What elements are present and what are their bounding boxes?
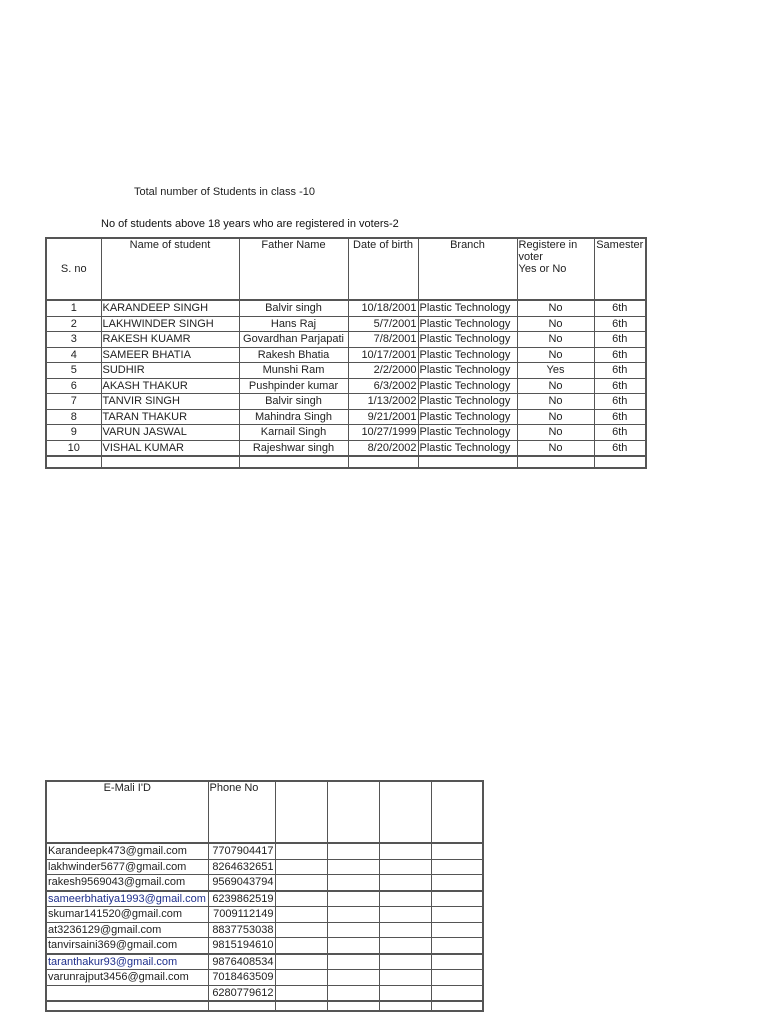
empty-cell — [379, 859, 431, 875]
cell-sno: 10 — [46, 440, 101, 456]
cell-semester: 6th — [594, 440, 646, 456]
cell-sno: 4 — [46, 347, 101, 363]
cell-branch: Plastic Technology — [418, 425, 517, 441]
cell-father-name: Balvir singh — [239, 300, 348, 316]
contacts-table — [45, 780, 484, 1012]
header-empty — [379, 781, 431, 843]
empty-cell — [431, 859, 483, 875]
table-row — [46, 378, 646, 394]
cell-dob: 1/13/2002 — [348, 394, 418, 410]
phone-cell: 6280779612 — [208, 985, 275, 1001]
blank-cell — [379, 1001, 431, 1011]
empty-cell — [431, 938, 483, 954]
phone-cell: 6239862519 — [208, 891, 275, 907]
blank-cell — [46, 456, 101, 468]
empty-cell — [327, 859, 379, 875]
header-sno: S. no — [46, 238, 101, 300]
cell-voter: No — [517, 332, 594, 348]
header-phone: Phone No — [208, 781, 275, 843]
cell-branch: Plastic Technology — [418, 363, 517, 379]
email-cell: Karandeepk473@gmail.com — [46, 843, 208, 859]
empty-cell — [275, 970, 327, 986]
cell-voter: Yes — [517, 363, 594, 379]
cell-sno: 5 — [46, 363, 101, 379]
cell-dob: 6/3/2002 — [348, 378, 418, 394]
blank-cell — [594, 456, 646, 468]
cell-semester: 6th — [594, 347, 646, 363]
cell-father-name: Mahindra Singh — [239, 409, 348, 425]
blank-cell — [239, 456, 348, 468]
cell-student-name: VARUN JASWAL — [101, 425, 239, 441]
total-students-text: Total number of Students in class -10 — [134, 186, 315, 198]
empty-cell — [327, 875, 379, 891]
empty-cell — [275, 985, 327, 1001]
empty-cell — [327, 891, 379, 907]
email-cell: skumar141520@gmail.com — [46, 907, 208, 923]
empty-cell — [431, 954, 483, 970]
cell-semester: 6th — [594, 409, 646, 425]
empty-cell — [327, 938, 379, 954]
contact-row — [46, 907, 483, 923]
header-date-of-birth: Date of birth — [348, 238, 418, 300]
cell-student-name: SAMEER BHATIA — [101, 347, 239, 363]
empty-cell — [379, 891, 431, 907]
header-voter-line2: Yes or No — [518, 263, 567, 275]
header-empty — [327, 781, 379, 843]
email-cell: tanvirsaini369@gmail.com — [46, 938, 208, 954]
empty-cell — [379, 922, 431, 938]
table-row — [46, 363, 646, 379]
email-link[interactable]: sameerbhatiya1993@gmail.com — [46, 891, 208, 907]
blank-cell — [208, 1001, 275, 1011]
cell-father-name: Govardhan Parjapati — [239, 332, 348, 348]
empty-cell — [431, 985, 483, 1001]
cell-branch: Plastic Technology — [418, 378, 517, 394]
contacts-header-row — [46, 781, 483, 843]
cell-branch: Plastic Technology — [418, 409, 517, 425]
table-row — [46, 347, 646, 363]
cell-voter: No — [517, 378, 594, 394]
email-cell: rakesh9569043@gmail.com — [46, 875, 208, 891]
contact-row — [46, 891, 483, 907]
cell-student-name: KARANDEEP SINGH — [101, 300, 239, 316]
table-row — [46, 332, 646, 348]
cell-sno: 6 — [46, 378, 101, 394]
empty-cell — [379, 907, 431, 923]
phone-cell: 7707904417 — [208, 843, 275, 859]
cell-branch: Plastic Technology — [418, 332, 517, 348]
email-cell: lakhwinder5677@gmail.com — [46, 859, 208, 875]
cell-branch: Plastic Technology — [418, 300, 517, 316]
cell-student-name: RAKESH KUAMR — [101, 332, 239, 348]
cell-dob: 2/2/2000 — [348, 363, 418, 379]
cell-sno: 1 — [46, 300, 101, 316]
contact-row — [46, 938, 483, 954]
empty-cell — [327, 843, 379, 859]
cell-branch: Plastic Technology — [418, 394, 517, 410]
header-student-name: Name of student — [101, 238, 239, 300]
table-row — [46, 300, 646, 316]
cell-voter: No — [517, 347, 594, 363]
header-voter-registered — [517, 238, 594, 300]
empty-cell — [431, 970, 483, 986]
blank-cell — [101, 456, 239, 468]
students-header-row — [46, 238, 646, 300]
contact-row — [46, 843, 483, 859]
contact-row — [46, 970, 483, 986]
empty-cell — [327, 922, 379, 938]
empty-cell — [379, 954, 431, 970]
cell-voter: No — [517, 316, 594, 332]
cell-dob: 7/8/2001 — [348, 332, 418, 348]
contact-row — [46, 875, 483, 891]
empty-cell — [431, 875, 483, 891]
empty-cell — [275, 954, 327, 970]
table-row — [46, 425, 646, 441]
empty-cell — [379, 985, 431, 1001]
empty-cell — [379, 938, 431, 954]
email-cell — [46, 985, 208, 1001]
contact-row — [46, 954, 483, 970]
blank-cell — [275, 1001, 327, 1011]
blank-cell — [431, 1001, 483, 1011]
blank-cell — [517, 456, 594, 468]
header-email: E-Mali I'D — [46, 781, 208, 843]
cell-semester: 6th — [594, 425, 646, 441]
empty-cell — [275, 922, 327, 938]
empty-cell — [327, 907, 379, 923]
phone-cell: 7018463509 — [208, 970, 275, 986]
blank-row — [46, 1001, 483, 1011]
empty-cell — [379, 970, 431, 986]
cell-father-name: Rakesh Bhatia — [239, 347, 348, 363]
blank-cell — [348, 456, 418, 468]
cell-voter: No — [517, 425, 594, 441]
empty-cell — [431, 891, 483, 907]
cell-sno: 9 — [46, 425, 101, 441]
cell-father-name: Rajeshwar singh — [239, 440, 348, 456]
header-voter-line1: Registere in voter — [518, 239, 578, 263]
cell-voter: No — [517, 300, 594, 316]
cell-father-name: Pushpinder kumar — [239, 378, 348, 394]
cell-branch: Plastic Technology — [418, 347, 517, 363]
email-cell: varunrajput3456@gmail.com — [46, 970, 208, 986]
cell-semester: 6th — [594, 394, 646, 410]
cell-semester: 6th — [594, 316, 646, 332]
header-semester: Samester — [594, 238, 646, 300]
blank-cell — [46, 1001, 208, 1011]
empty-cell — [275, 843, 327, 859]
registered-voters-text: No of students above 18 years who are registered in voters-2 — [101, 218, 399, 230]
cell-student-name: TARAN THAKUR — [101, 409, 239, 425]
contact-row — [46, 922, 483, 938]
cell-dob: 8/20/2002 — [348, 440, 418, 456]
cell-semester: 6th — [594, 378, 646, 394]
phone-cell: 8264632651 — [208, 859, 275, 875]
header-father-name: Father Name — [239, 238, 348, 300]
contact-row — [46, 985, 483, 1001]
cell-semester: 6th — [594, 332, 646, 348]
cell-father-name: Munshi Ram — [239, 363, 348, 379]
cell-sno: 3 — [46, 332, 101, 348]
cell-voter: No — [517, 409, 594, 425]
cell-father-name: Balvir singh — [239, 394, 348, 410]
cell-voter: No — [517, 394, 594, 410]
students-table — [45, 237, 647, 469]
empty-cell — [327, 970, 379, 986]
cell-dob: 10/17/2001 — [348, 347, 418, 363]
table-row — [46, 316, 646, 332]
phone-cell: 9815194610 — [208, 938, 275, 954]
phone-cell: 7009112149 — [208, 907, 275, 923]
header-empty — [275, 781, 327, 843]
empty-cell — [431, 922, 483, 938]
empty-cell — [379, 875, 431, 891]
cell-student-name: VISHAL KUMAR — [101, 440, 239, 456]
phone-cell: 9569043794 — [208, 875, 275, 891]
empty-cell — [275, 938, 327, 954]
header-branch: Branch — [418, 238, 517, 300]
blank-cell — [418, 456, 517, 468]
cell-branch: Plastic Technology — [418, 440, 517, 456]
empty-cell — [275, 875, 327, 891]
blank-cell — [327, 1001, 379, 1011]
cell-semester: 6th — [594, 300, 646, 316]
email-cell: at3236129@gmail.com — [46, 922, 208, 938]
cell-father-name: Hans Raj — [239, 316, 348, 332]
table-row — [46, 394, 646, 410]
empty-cell — [327, 954, 379, 970]
empty-cell — [379, 843, 431, 859]
contact-row — [46, 859, 483, 875]
cell-sno: 2 — [46, 316, 101, 332]
table-row — [46, 409, 646, 425]
blank-row — [46, 456, 646, 468]
cell-student-name: TANVIR SINGH — [101, 394, 239, 410]
empty-cell — [275, 891, 327, 907]
empty-cell — [431, 907, 483, 923]
empty-cell — [327, 985, 379, 1001]
cell-dob: 9/21/2001 — [348, 409, 418, 425]
cell-voter: No — [517, 440, 594, 456]
cell-semester: 6th — [594, 363, 646, 379]
email-link[interactable]: taranthakur93@gmail.com — [46, 954, 208, 970]
cell-student-name: LAKHWINDER SINGH — [101, 316, 239, 332]
cell-sno: 8 — [46, 409, 101, 425]
empty-cell — [275, 859, 327, 875]
cell-branch: Plastic Technology — [418, 316, 517, 332]
phone-cell: 8837753038 — [208, 922, 275, 938]
cell-dob: 10/27/1999 — [348, 425, 418, 441]
cell-student-name: AKASH THAKUR — [101, 378, 239, 394]
empty-cell — [431, 843, 483, 859]
cell-dob: 5/7/2001 — [348, 316, 418, 332]
header-empty — [431, 781, 483, 843]
cell-student-name: SUDHIR — [101, 363, 239, 379]
cell-dob: 10/18/2001 — [348, 300, 418, 316]
table-row — [46, 440, 646, 456]
empty-cell — [275, 907, 327, 923]
cell-sno: 7 — [46, 394, 101, 410]
phone-cell: 9876408534 — [208, 954, 275, 970]
cell-father-name: Karnail Singh — [239, 425, 348, 441]
